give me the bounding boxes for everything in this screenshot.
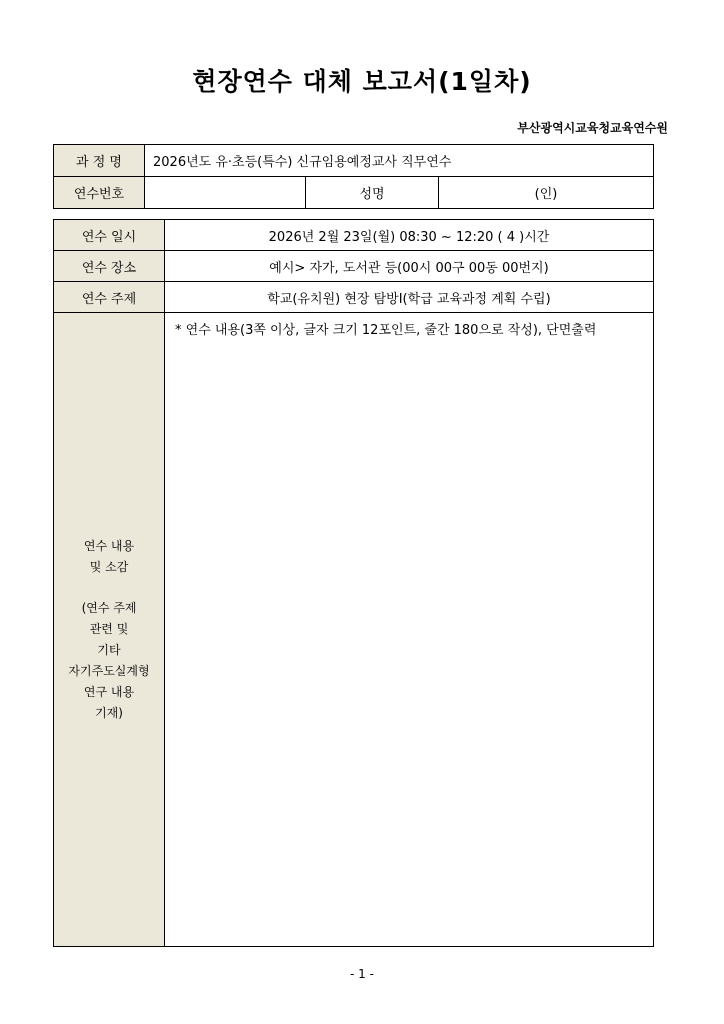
content-area[interactable] <box>165 313 654 947</box>
report-table <box>53 219 654 947</box>
content-sub-line-5: 연구 내용 <box>83 684 135 699</box>
issuer-name: 부산광역시교육청교육연수원 <box>517 121 668 135</box>
course-value[interactable]: 2026년도 유·초등(특수) 신규임용예정교사 직무연수 <box>145 145 654 177</box>
content-sub-line-6: 기재) <box>95 705 123 720</box>
header-table <box>53 144 654 209</box>
number-label: 연수번호 <box>54 177 145 209</box>
place-value[interactable]: 예시> 자가, 도서관 등(00시 00구 00동 00번지) <box>165 251 654 282</box>
content-label-line-1: 연수 내용 <box>83 538 135 553</box>
content-sub-line-4: 자기주도실계형 <box>68 663 150 678</box>
place-label: 연수 장소 <box>54 251 165 282</box>
topic-value[interactable]: 학교(유치원) 현장 탐방Ⅰ(학급 교육과정 계획 수립) <box>165 282 654 313</box>
content-sub-line-3: 기타 <box>97 642 121 657</box>
datetime-label: 연수 일시 <box>54 220 165 251</box>
page-number: - 1 - <box>350 967 374 981</box>
seal-field[interactable]: (인) <box>439 177 654 209</box>
content-sub-line-1: (연수 주제 <box>81 600 137 615</box>
document-title: 현장연수 대체 보고서(1일차) <box>192 67 532 96</box>
topic-label: 연수 주제 <box>54 282 165 313</box>
content-instruction: * 연수 내용(3쪽 이상, 글자 크기 12포인트, 줄간 180으로 작성), 단면출력 <box>175 323 597 338</box>
number-value[interactable] <box>145 177 306 209</box>
content-label <box>54 313 165 947</box>
content-label-line-2: 및 소감 <box>89 559 129 574</box>
datetime-value[interactable]: 2026년 2월 23일(월) 08:30 ~ 12:20 ( 4 )시간 <box>165 220 654 251</box>
name-label: 성명 <box>306 177 439 209</box>
content-sub-line-2: 관련 및 <box>89 621 129 636</box>
course-label: 과 정 명 <box>54 145 145 177</box>
